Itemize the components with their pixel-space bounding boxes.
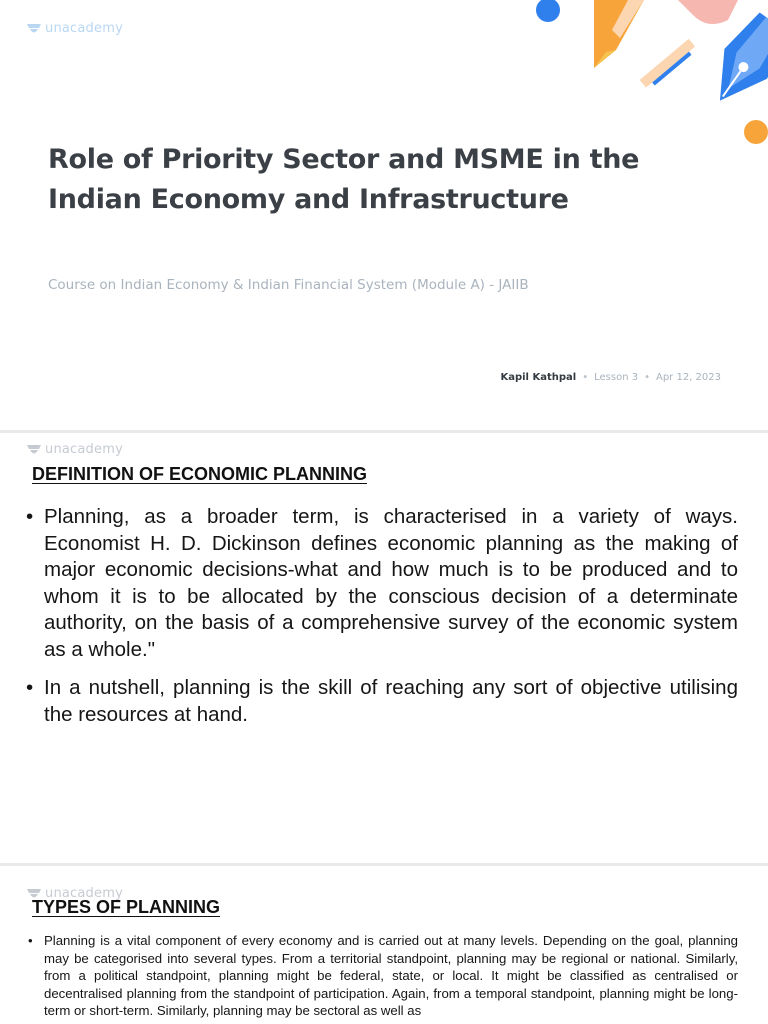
section-heading: DEFINITION OF ECONOMIC PLANNING bbox=[32, 464, 367, 484]
unacademy-logo-text: unacademy bbox=[45, 442, 123, 457]
definition-slide bbox=[0, 433, 768, 863]
author-name: Kapil Kathpal bbox=[500, 372, 577, 383]
unacademy-logo-text: unacademy bbox=[45, 886, 123, 901]
separator-dot: • bbox=[582, 372, 589, 383]
unacademy-watermark bbox=[26, 442, 123, 457]
lesson-date: Apr 12, 2023 bbox=[655, 372, 721, 383]
course-title: Role of Priority Sector and MSME in the Indian Economy and Infrastructure bbox=[48, 144, 640, 215]
bullet-list bbox=[28, 932, 738, 1020]
lesson-number: Lesson 3 bbox=[594, 372, 639, 383]
paper-plane bbox=[640, 39, 698, 91]
blue-dot bbox=[536, 0, 560, 22]
pink-shape bbox=[678, 0, 738, 24]
lesson-meta bbox=[500, 372, 721, 383]
bullet-item: • Planning is a vital component of every economy and is carried out at many levels. Depending on the goal, planning may be categorised into several types. From a territorial standpoint, planning may be regional or national. Similarly, from a political standpoint, planning might be federal, state, or local. It might be classified as centralised or decentralised planning from the standpoint of participation. Again, from a temporal standpoint, planning might be long-term or short-term. Similarly, planning may be sectoral as well as bbox=[28, 932, 738, 1020]
orange-dot bbox=[744, 120, 768, 144]
course-subtitle: Course on Indian Economy & Indian Financial System (Module A) - JAIIB bbox=[48, 277, 529, 293]
bullet-item: • Planning, as a broader term, is characterised in a variety of ways. Economist H. D. Dickinson defines economic planning as the making of major economic decisions-what and how much is to be produced and to whom it is to be allocated by the conscious decision of a determinate authority, on the basis of a comprehensive survey of the economic system as a whole." bbox=[26, 504, 738, 663]
bullet-item: • In a nutshell, planning is the skill of reaching any sort of objective utilising the resources at hand. bbox=[26, 675, 738, 728]
types-slide bbox=[0, 866, 768, 1024]
pen-nib bbox=[699, 8, 768, 116]
unacademy-logo-icon bbox=[26, 22, 42, 36]
cover-slide bbox=[0, 0, 768, 430]
bullet-list bbox=[26, 504, 738, 740]
section-heading: TYPES OF PLANNING bbox=[32, 897, 221, 917]
unacademy-logo bbox=[26, 21, 123, 36]
unacademy-logo-text: unacademy bbox=[45, 21, 123, 36]
unacademy-logo-icon bbox=[26, 443, 42, 457]
separator-dot: • bbox=[644, 372, 650, 383]
